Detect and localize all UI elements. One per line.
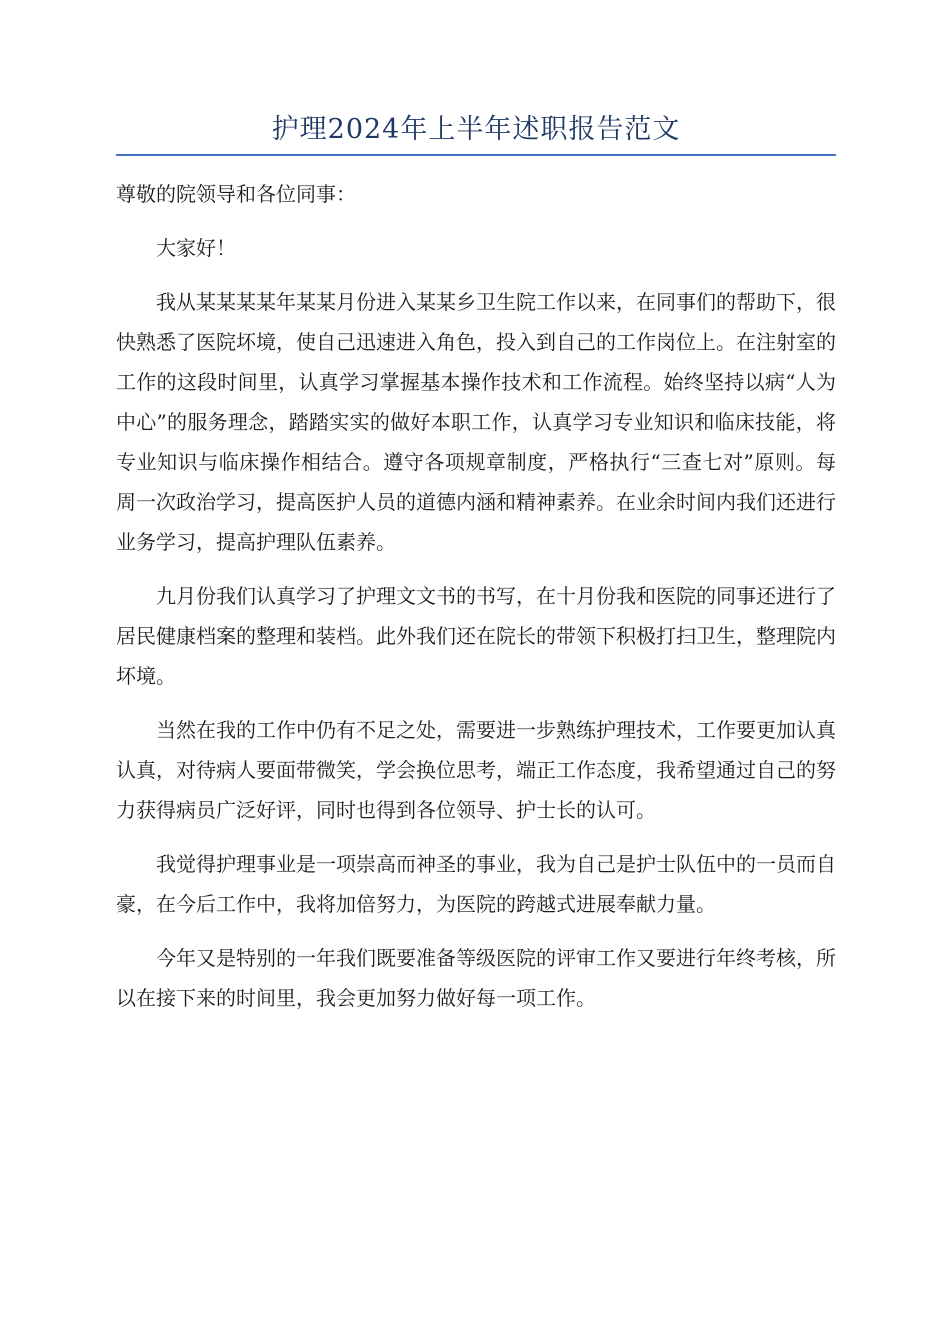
paragraph-autumn-tasks: 九月份我们认真学习了护理文文书的书写，在十月份我和医院的同事还进行了居民健康档案的整理和装档。此外我们还在院长的带领下积极打扫卫生，整理院内坏境。 — [116, 584, 836, 688]
paragraph-commitment: 我觉得护理事业是一项崇高而神圣的事业，我为自己是护士队伍中的一员而自豪，在今后工作中，我将加倍努力，为医院的跨越式进展奉献力量。 — [116, 852, 836, 916]
title-underline — [116, 154, 836, 156]
document-title: 护理2024年上半年述职报告范文 — [271, 114, 681, 145]
paragraph-shortcomings: 当然在我的工作中仍有不足之处，需要进一步熟练护理技术，工作要更加认真认真，对待病人要面带微笑，学会换位思考，端正工作态度，我希望通过自己的努力获得病员广泛好评，同时也得到各位领导、护士长的认可。 — [116, 718, 836, 822]
paragraph-greeting: 大家好！ — [156, 236, 236, 260]
document-page — [116, 108, 836, 1032]
salutation: 尊敬的院领导和各位同事： — [116, 182, 356, 206]
paragraph-outlook: 今年又是特别的一年我们既要准备等级医院的评审工作又要进行年终考核，所以在接下来的时间里，我会更加努力做好每一项工作。 — [116, 946, 836, 1010]
paragraph-work-summary: 我从某某某某年某某月份进入某某乡卫生院工作以来，在同事们的帮助下，很快熟悉了医院坏境，使自己迅速进入角色，投入到自己的工作岗位上。在注射室的工作的这段时间里，认真学习掌握基本操作技术和工作流程。始终坚持以病“人为中心”的服务理念，踏踏实实的做好本职工作，认真学习专业知识和临床技能，将专业知识与临床操作相结合。遵守各项规章制度，严格执行“三查七对”原则。每周一次政治学习，提高医护人员的道德内涵和精神素养。在业余时间内我们还进行业务学习，提高护理队伍素养。 — [116, 290, 836, 554]
